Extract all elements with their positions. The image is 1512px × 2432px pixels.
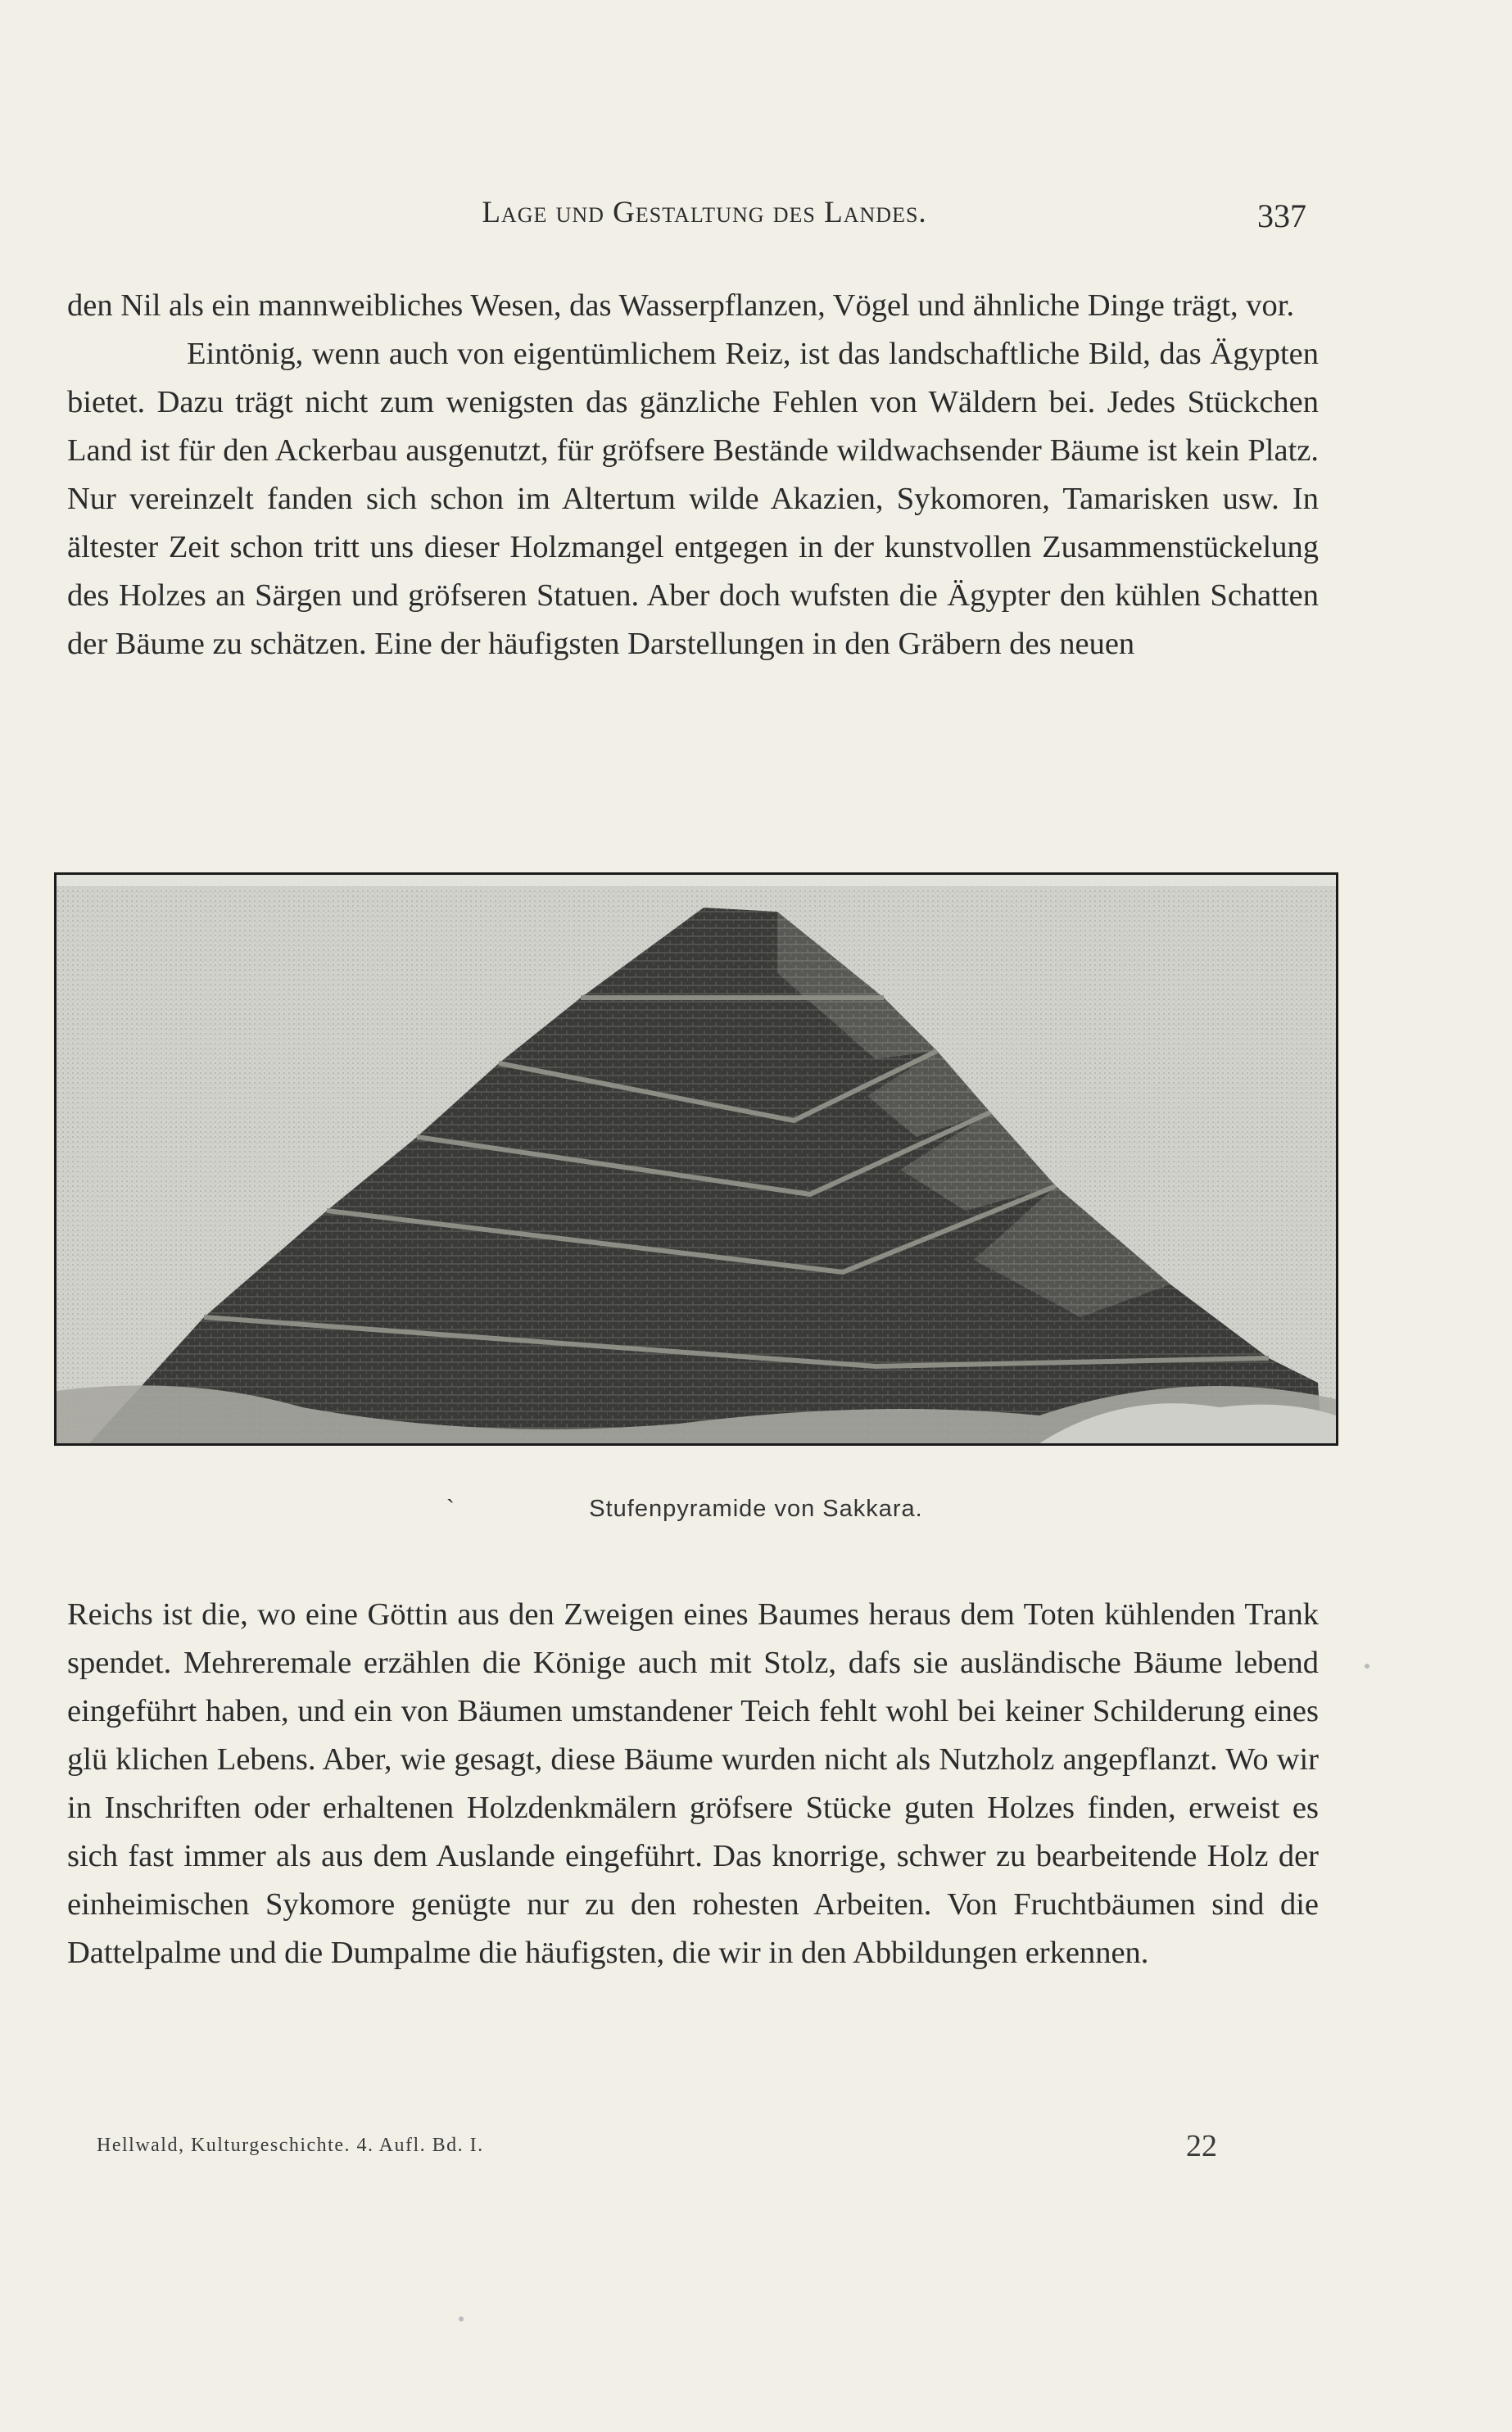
paragraph-2: Eintönig, wenn auch von eigentümlichem Reiz, ist das landschaftliche Bild, das Ägypten bietet. Dazu trägt nicht zum wenigsten das gänzliche Fehlen von Wäldern bei. Jedes Stückchen Land ist für den Ackerbau ausgenutzt, für gröfsere Bestände wildwachsender Bäume ist kein Platz. Nur vereinzelt fanden sich schon im Altertum wilde Akazien, Sykomoren, Tamarisken usw. In ältester Zeit schon tritt uns dieser Holzmangel entgegen in der kunstvollen Zusammenstückelung des Holzes an Särgen und gröfseren Statuen. Aber doch wufsten die Ägypter den kühlen Schatten der Bäume zu schätzen. Eine der häufigsten Darstellungen in den Gräbern des neuen <box>67 337 1319 661</box>
signature-line: Hellwald, Kulturgeschichte. 4. Aufl. Bd. I. <box>97 2135 484 2156</box>
paper-speck <box>459 2317 464 2321</box>
running-title: Lage und Gestaltung des Landes. <box>482 196 927 229</box>
text-block-top <box>67 282 1319 668</box>
page-header <box>0 195 1512 244</box>
text-block-bottom <box>67 1591 1319 1977</box>
paragraph-1: den Nil als ein mannweibliches Wesen, das Wasserpflanzen, Vögel und ähnliche Dinge trägt, vor. <box>67 288 1295 323</box>
ink-speck <box>1365 1664 1369 1669</box>
page-number: 337 <box>1257 197 1306 234</box>
sheet-number: 22 <box>1186 2129 1217 2163</box>
pyramid-photograph <box>54 872 1338 1446</box>
step-pyramid-image <box>57 875 1336 1443</box>
caption-mark: ` <box>446 1496 455 1523</box>
paragraph-3: Reichs ist die, wo eine Göttin aus den Zweigen eines Baumes heraus dem Toten kühlenden Trank spendet. Mehreremale erzählen die Könige auch mit Stolz, dafs sie ausländische Bäume lebend eingeführt haben, und ein von Bäumen umstandener Teich fehlt wohl bei keiner Schilderung eines glü klichen Lebens. Aber, wie gesagt, diese Bäume wurden nicht als Nutzholz angepflanzt. Wo wir in Inschriften oder erhaltenen Holzdenkmälern gröfsere Stücke guten Holzes finden, erweist es sich fast immer als aus dem Auslande eingeführt. Das knorrige, schwer zu bearbeitende Holz der einheimischen Sykomore genügte nur zu den rohesten Arbeiten. Von Fruchtbäumen sind die Dattelpalme und die Dumpalme die häufigsten, die wir in den Abbildungen erkennen. <box>67 1597 1319 1970</box>
figure-caption: Stufenpyramide von Sakkara. <box>589 1496 923 1522</box>
page-footer <box>0 2129 1512 2176</box>
